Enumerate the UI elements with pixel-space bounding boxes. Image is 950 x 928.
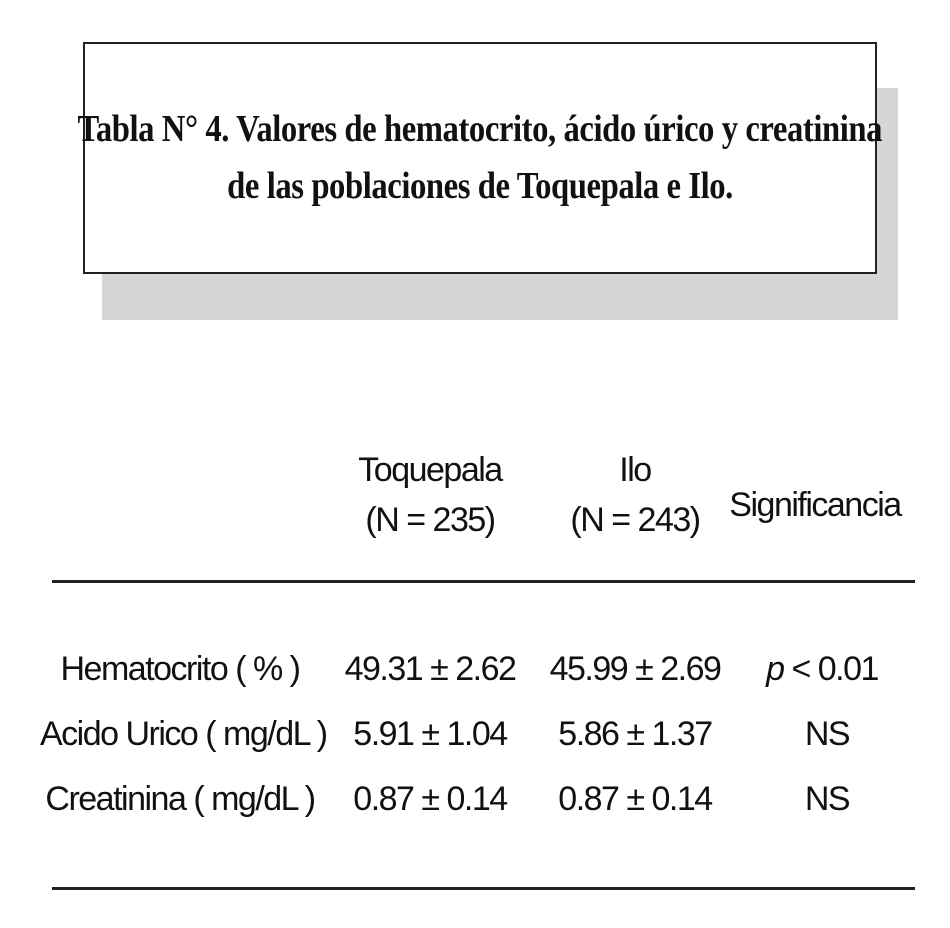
header-toquepala <box>330 445 530 545</box>
row-label: Hematocrito ( % ) <box>60 650 300 688</box>
cell-ilo: 0.87 ± 0.14 <box>558 780 712 818</box>
cell-significancia: NS <box>804 715 850 753</box>
significance-value: < 0.01 <box>783 650 878 688</box>
header-toquepala-n: (N = 235) <box>365 501 495 539</box>
header-rule <box>52 580 915 583</box>
header-ilo <box>535 445 735 545</box>
row-label: Acido Urico ( mg/dL ) <box>40 715 327 753</box>
cell-toquepala: 0.87 ± 0.14 <box>353 780 507 818</box>
header-ilo-name: Ilo <box>619 451 651 489</box>
cell-significancia <box>722 650 922 689</box>
p-symbol: p <box>766 650 784 688</box>
row-label: Creatinina ( mg/dL ) <box>45 780 315 818</box>
table-title-line-1: Tabla N° 4. Valores de hematocrito, ácido úrico y creatinina <box>77 108 883 150</box>
cell-ilo: 5.86 ± 1.37 <box>558 715 712 753</box>
header-significancia <box>715 480 915 530</box>
table-title-line-2: de las poblaciones de Toquepala e Ilo. <box>227 165 733 207</box>
bottom-rule <box>52 887 915 890</box>
cell-significancia: NS <box>804 780 850 818</box>
cell-toquepala: 5.91 ± 1.04 <box>353 715 507 753</box>
header-significancia-name: Significancia <box>729 486 901 524</box>
header-toquepala-name: Toquepala <box>358 451 502 489</box>
cell-ilo: 45.99 ± 2.69 <box>549 650 721 688</box>
cell-toquepala: 49.31 ± 2.62 <box>344 650 516 688</box>
header-ilo-n: (N = 243) <box>570 501 700 539</box>
